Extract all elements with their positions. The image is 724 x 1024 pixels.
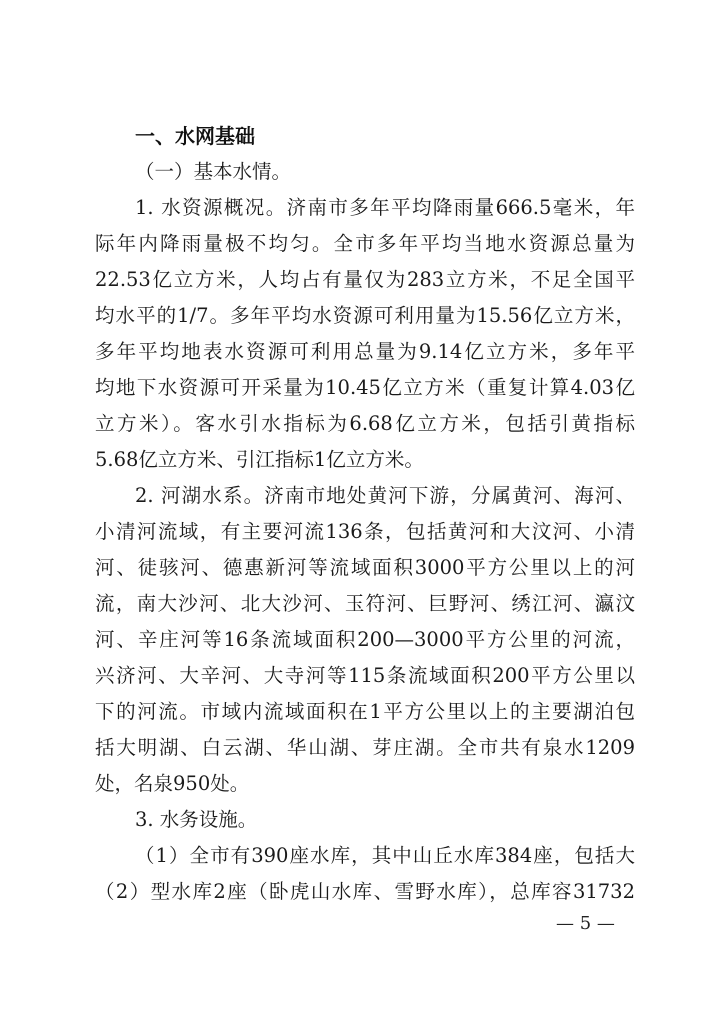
paragraph-line: 3. 水务设施。 [135,808,258,831]
paragraph-line: 均水平的1/7。多年平均水资源可利用量为15.56亿立方米， [95,304,635,327]
paragraph-line: 下的河流。市域内流域面积在1平方公里以上的主要湖泊包 [95,700,635,723]
paragraph-line: 括大明湖、白云湖、华山湖、芽庄湖。全市共有泉水1209 [95,736,635,759]
paragraph-line: （2）型水库2座（卧虎山水库、雪野水库），总库容31732 [95,880,635,903]
paragraph-line: 河、徒骇河、德惠新河等流域面积3000平方公里以上的河 [95,556,635,579]
paragraph-line: 多年平均地表水资源可利用总量为9.14亿立方米，多年平 [95,340,635,363]
paragraph-line: 兴济河、大辛河、大寺河等115条流域面积200平方公里以 [95,664,635,687]
section-heading: 一、水网基础 [135,124,255,148]
paragraph-line: 际年内降雨量极不均匀。全市多年平均当地水资源总量为 [95,232,635,255]
paragraph-line: 22.53亿立方米，人均占有量仅为283立方米，不足全国平 [95,268,635,291]
paragraph-line: 立方米）。客水引水指标为6.68亿立方米，包括引黄指标 [95,412,635,435]
paragraph-line: 流，南大沙河、北大沙河、玉符河、巨野河、绣江河、瀛汶 [95,592,635,615]
paragraph-line: 处，名泉950处。 [95,772,250,795]
page-number: — 5 — [556,913,615,934]
paragraph-line: 5.68亿立方米、引江指标1亿立方米。 [95,448,424,471]
paragraph-line: 小清河流域，有主要河流136条，包括黄河和大汶河、小清 [95,520,635,543]
document-body [95,118,635,910]
paragraph-line: 1. 水资源概况。济南市多年平均降雨量666.5毫米，年 [135,196,635,219]
paragraph-line: 河、辛庄河等16条流域面积200—3000平方公里的河流， [95,628,635,651]
paragraph-line: （1）全市有390座水库，其中山丘水库384座，包括大 [135,844,635,867]
paragraph-line: 均地下水资源可开采量为10.45亿立方米（重复计算4.03亿 [95,376,635,399]
paragraph-line: 2. 河湖水系。济南市地处黄河下游，分属黄河、海河、 [135,484,635,507]
subsection-title: （一）基本水情。 [135,160,292,183]
